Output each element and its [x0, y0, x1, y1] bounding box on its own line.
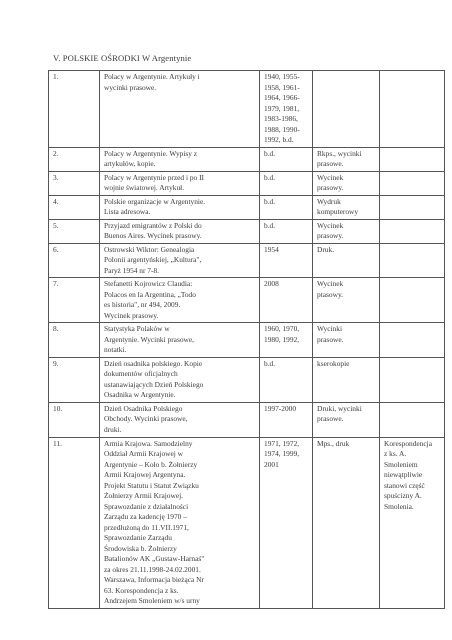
row-title-line: ustanawiających Dzień Polskiego: [104, 379, 204, 389]
row-title-cell: [100, 278, 260, 323]
row-title-cell: [100, 219, 260, 243]
row-dates-cell: [260, 195, 313, 219]
row-title-line: Obchody. Wycinki prasowe,: [104, 414, 188, 424]
row-title-cell: [100, 437, 260, 608]
table-row: [49, 402, 445, 437]
row-title-line: es historia", nr 494, 2009.: [104, 300, 181, 310]
row-title-line: Dzień osadnika polskiego. Kopie: [104, 358, 203, 368]
row-type-cell: [313, 323, 380, 358]
row-title-line: druki.: [104, 424, 122, 434]
row-notes-line: stanowi część: [384, 480, 425, 490]
row-title-line: Wycinek prasowy.: [104, 310, 159, 320]
row-dates-line: 2008: [264, 279, 279, 289]
row-title-line: Argentynie – Koło b. Żołnierzy: [104, 459, 198, 469]
row-dates-cell: [260, 171, 313, 195]
row-title-line: artykułów, kopie.: [104, 159, 156, 169]
row-notes-cell: [380, 147, 445, 171]
row-type-line: Wycinek: [317, 279, 344, 289]
table-row: [49, 147, 445, 171]
row-title-cell: [100, 243, 260, 278]
row-notes-cell: [380, 278, 445, 323]
row-title-line: Sprawozdanie z działalności: [104, 501, 189, 511]
row-title-line: Lista adresowa.: [104, 207, 151, 217]
row-type-line: Druki, wycinki: [317, 403, 362, 413]
table-row: [49, 323, 445, 358]
row-title-line: Oddział Armii Krajowej w: [104, 449, 184, 459]
row-title-line: za okres 21.11.1998-24.02.2001.: [104, 564, 201, 574]
row-notes-line: spuścizny A.: [384, 491, 422, 501]
row-dates-cell: [260, 219, 313, 243]
row-number-cell: 4.: [49, 195, 100, 219]
row-dates-line: 1971, 1972,: [264, 438, 300, 448]
row-title-cell: [100, 195, 260, 219]
row-title-line: Środowiska b. Żołnierzy: [104, 543, 177, 553]
table-body: [49, 71, 445, 609]
row-title-line: Zarządu za kadencję 1970 –: [104, 512, 187, 522]
row-type-cell: [313, 71, 380, 148]
row-number-cell: 10.: [49, 402, 100, 437]
row-title-line: Buenos Aires. Wycinek prasowy.: [104, 231, 202, 241]
table-row: [49, 278, 445, 323]
row-dates-line: 1958, 1961-: [264, 82, 300, 92]
table-row: [49, 195, 445, 219]
row-title-line: Armia Krajowa. Samodzielny: [104, 438, 193, 448]
row-type-line: Rkps., wycinki: [317, 148, 362, 158]
row-type-cell: [313, 219, 380, 243]
row-title-line: wojnie światowej. Artykuł.: [104, 183, 185, 193]
row-dates-line: 1997-2000: [264, 403, 297, 413]
row-type-line: Wycinek: [317, 172, 344, 182]
row-title-line: Polskie organizacje w Argentynie.: [104, 196, 206, 206]
row-number-cell: 1.: [49, 71, 100, 148]
row-type-line: prasowe.: [317, 414, 344, 424]
row-type-line: Wycinki: [317, 324, 343, 334]
row-type-cell: [313, 357, 380, 402]
row-title-line: Statystyka Polaków w: [104, 324, 170, 334]
row-dates-cell: [260, 402, 313, 437]
row-type-line: Druk.: [317, 244, 335, 254]
row-title-line: Armii Krajowej Argentyna.: [104, 470, 186, 480]
row-notes-cell: [380, 323, 445, 358]
row-dates-line: 1954: [264, 244, 279, 254]
row-number-cell: 11.: [49, 437, 100, 608]
row-dates-line: 1940, 1955-: [264, 72, 300, 81]
table-row: [49, 71, 445, 148]
row-type-cell: [313, 437, 380, 608]
row-type-line: prasowy.: [317, 183, 344, 193]
row-dates-line: 1974, 1999,: [264, 449, 300, 459]
row-type-line: prasowe.: [317, 159, 344, 169]
row-type-cell: [313, 171, 380, 195]
row-dates-cell: [260, 71, 313, 148]
row-title-cell: [100, 147, 260, 171]
row-title-line: Polacos en la Argentina, „Todo: [104, 289, 196, 299]
row-number-cell: 7.: [49, 278, 100, 323]
row-type-cell: [313, 278, 380, 323]
row-type-cell: [313, 243, 380, 278]
row-title-line: notatki.: [104, 345, 127, 355]
row-notes-line: Korespondencja: [384, 438, 433, 448]
row-title-line: Polacy w Argentynie. Wypisy z: [104, 148, 198, 158]
row-number-cell: 3.: [49, 171, 100, 195]
row-dates-cell: [260, 323, 313, 358]
row-type-line: ptasowy.: [317, 289, 344, 299]
table-row: [49, 171, 445, 195]
row-title-line: Polonii argentyńskiej, „Kultura",: [104, 255, 202, 265]
row-dates-line: 1992, b.d.: [264, 135, 294, 145]
row-type-line: prasowy.: [317, 231, 344, 241]
row-title-line: Batalionów AK „Gustaw-Harnaś": [104, 554, 205, 564]
row-number-cell: 9.: [49, 357, 100, 402]
row-number-cell: 8.: [49, 323, 100, 358]
row-type-line: Mps., druk: [317, 438, 350, 448]
row-title-line: przedłużoną do 11.VII.1971,: [104, 522, 189, 532]
row-notes-cell: [380, 219, 445, 243]
row-notes-line: Smoleniem: [384, 459, 418, 469]
row-notes-line: niewątpliwie: [384, 470, 423, 480]
row-title-line: Warszawa, Informacja bieżąca Nr: [104, 575, 204, 585]
row-title-line: Żołnierzy Armii Krajowej.: [104, 491, 184, 501]
row-number-cell: 2.: [49, 147, 100, 171]
row-notes-line: Smolenia.: [384, 501, 414, 511]
row-title-line: Przyjazd emigrantów z Polski do: [104, 220, 202, 230]
row-title-line: Polacy w Argentynie. Artykuły i: [104, 72, 200, 81]
row-title-line: Osadnika w Argentynie.: [104, 390, 176, 400]
row-type-line: kserokopie: [317, 358, 350, 368]
row-dates-line: b.d.: [264, 172, 276, 182]
row-dates-line: b.d.: [264, 220, 276, 230]
row-dates-line: 1980, 1992,: [264, 334, 300, 344]
row-title-line: Polacy w Argentynie przed i po II: [104, 172, 205, 182]
row-type-line: prasowe.: [317, 334, 344, 344]
row-title-line: Ostrowski Wiktor: Genealogia: [104, 244, 195, 254]
row-notes-cell: [380, 195, 445, 219]
row-dates-cell: [260, 243, 313, 278]
row-title-cell: [100, 357, 260, 402]
row-dates-line: b.d.: [264, 148, 276, 158]
row-type-line: Wydruk: [317, 196, 341, 206]
row-dates-line: 2001: [264, 459, 279, 469]
table-row: [49, 243, 445, 278]
row-notes-cell: [380, 243, 445, 278]
row-title-line: 63. Korespondencja z ks.: [104, 585, 179, 595]
row-dates-cell: [260, 357, 313, 402]
row-dates-line: b.d.: [264, 196, 276, 206]
table-row: [49, 437, 445, 608]
row-type-line: komputerowy: [317, 207, 359, 217]
row-title-line: wycinki prasowe.: [104, 82, 157, 92]
row-type-cell: [313, 402, 380, 437]
row-type-cell: [313, 195, 380, 219]
row-title-line: Argentynie. Wycinki prasowe,: [104, 334, 195, 344]
row-title-line: dokumentów oficjalnych: [104, 369, 178, 379]
row-notes-cell: [380, 402, 445, 437]
row-notes-cell: [380, 71, 445, 148]
row-type-line: Wycinek: [317, 220, 344, 230]
row-notes-line: z ks. A.: [384, 449, 407, 459]
row-dates-line: b.d.: [264, 358, 276, 368]
row-title-line: Dzień Osadnika Polskiego: [104, 403, 183, 413]
row-dates-cell: [260, 147, 313, 171]
row-title-line: Sprawozdanie Zarządu: [104, 533, 172, 543]
row-number-cell: 6.: [49, 243, 100, 278]
archive-inventory-table: [48, 70, 445, 609]
row-dates-cell: [260, 437, 313, 608]
row-dates-cell: [260, 278, 313, 323]
row-title-line: Paryż 1954 nr 7-8.: [104, 265, 160, 275]
row-title-cell: [100, 323, 260, 358]
row-notes-cell: [380, 437, 445, 608]
row-title-line: Stefanetti Kojrowicz Claudia:: [104, 279, 193, 289]
row-dates-line: 1960, 1970,: [264, 324, 300, 334]
row-number-cell: 5.: [49, 219, 100, 243]
row-title-line: Projekt Statutu i Statut Związku: [104, 480, 199, 490]
row-title-line: Andrzejem Smoleniem w/s urny: [104, 596, 200, 606]
row-title-cell: [100, 71, 260, 148]
section-heading: V. POLSKIE OŚRODKI W Argentynie: [53, 53, 192, 63]
row-dates-line: 1964, 1966-: [264, 93, 300, 103]
table-row: [49, 219, 445, 243]
row-notes-cell: [380, 171, 445, 195]
table-row: [49, 357, 445, 402]
row-notes-cell: [380, 357, 445, 402]
row-type-cell: [313, 147, 380, 171]
row-title-cell: [100, 402, 260, 437]
row-dates-line: 1983-1986,: [264, 114, 298, 124]
row-dates-line: 1988, 1990-: [264, 124, 300, 134]
row-dates-line: 1979, 1981,: [264, 103, 300, 113]
row-title-cell: [100, 171, 260, 195]
